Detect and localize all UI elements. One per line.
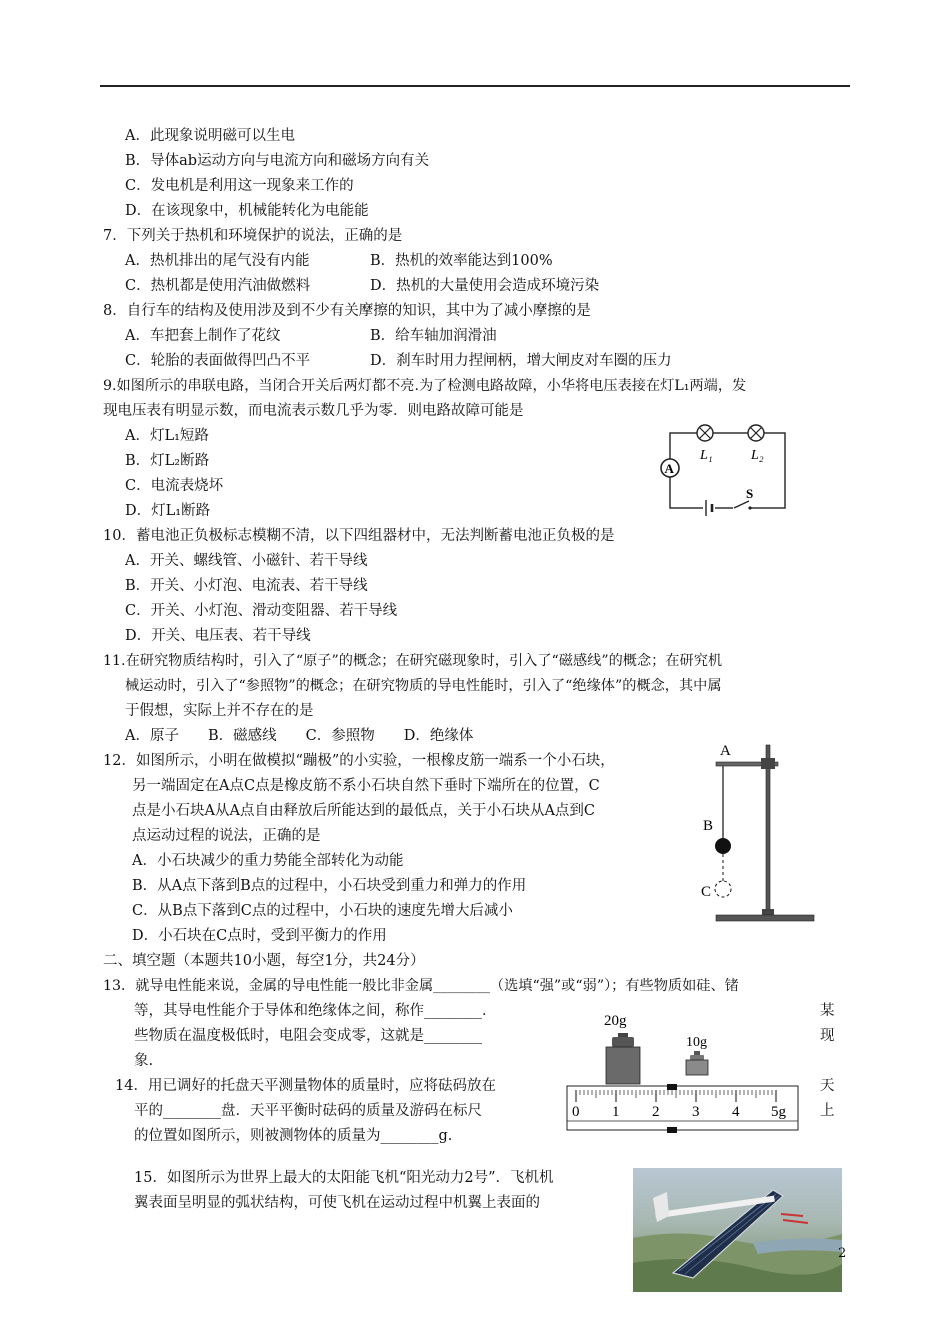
q13-line1: 13．就导电性能来说，金属的导电性能一般比非金属________（选填“强”或“弱”）；有些物质如硅、锗 xyxy=(103,978,739,994)
q9-option-b: B．灯L₂断路 xyxy=(125,453,210,469)
weight-20g-label: 20g xyxy=(604,1013,627,1029)
q9-stem-line1: 9.如图所示的串联电路，当闭合开关后两灯都不亮.为了检测电路故障，小华将电压表接在灯L₁两端，发 xyxy=(103,378,747,394)
q14-line1: 14．用已调好的托盘天平测量物体的质量时，应将砝码放在 xyxy=(115,1078,496,1094)
q10-option-c: C．开关、小灯泡、滑动变阻器、若干导线 xyxy=(125,603,398,619)
q15-line2: 翼表面呈明显的弧状结构，可使飞机在运动过程中机翼上表面的 xyxy=(134,1195,540,1211)
q14-line2: 平的________盘．天平平衡时砝码的质量及游码在标尺 xyxy=(134,1103,482,1119)
q6-option-d: D．在该现象中，机械能转化为电能能 xyxy=(125,203,369,219)
q15-line1: 15．如图所示为世界上最大的太阳能飞机“阳光动力2号”．飞机机 xyxy=(134,1170,554,1186)
q7-option-d: D．热机的大量使用会造成环境污染 xyxy=(370,278,600,294)
point-a-label: A xyxy=(720,743,731,759)
q12-option-c: C．从B点下落到C点的过程中，小石块的速度先增大后减小 xyxy=(132,903,513,919)
q14-line3: 的位置如图所示，则被测物体的质量为________g. xyxy=(134,1128,453,1144)
q8-stem: 8．自行车的结构及使用涉及到不少有关摩擦的知识，其中为了减小摩擦的是 xyxy=(103,303,591,319)
q8-option-d: D．刹车时用力捏闸柄，增大闸皮对车圈的压力 xyxy=(370,353,672,369)
weight-20g-icon xyxy=(606,1033,640,1084)
q6-option-c: C．发电机是利用这一现象来工作的 xyxy=(125,178,354,194)
switch-icon xyxy=(733,486,753,512)
battery-icon xyxy=(703,500,715,516)
q7-option-c: C．热机都是使用汽油做燃料 xyxy=(125,278,311,294)
q11-stem-line2: 械运动时，引入了“参照物”的概念；在研究物质的导电性能时，引入了“绝缘体”的概念，其中属 xyxy=(125,678,722,694)
q13-line4: 象. xyxy=(134,1053,154,1069)
q10-option-d: D．开关、电压表、若干导线 xyxy=(125,628,311,644)
lamp-l1-icon xyxy=(697,425,713,441)
q10-option-a: A．开关、螺线管、小磁针、若干导线 xyxy=(125,553,368,569)
ammeter-label: A xyxy=(664,461,674,476)
scale-tick-label: 2 xyxy=(652,1104,660,1120)
scale-ruler xyxy=(567,1084,798,1133)
q12-stem-line2: 另一端固定在A点C点是橡皮筋不系小石块自然下垂时下端所在的位置，C xyxy=(132,778,600,794)
q14-line1-tail: 天 xyxy=(820,1078,835,1094)
q10-option-b: B．开关、小灯泡、电流表、若干导线 xyxy=(125,578,368,594)
balance-weights-diagram xyxy=(560,1006,805,1136)
bungee-stand-diagram xyxy=(698,738,828,933)
scale-tick-label: 5g xyxy=(771,1104,786,1120)
q13-line2: 等，其导电性能介于导体和绝缘体之间，称作________． xyxy=(134,1003,497,1019)
q12-stem-line1: 12．如图所示，小明在做模拟“蹦极”的小实验，一根橡皮筋一端系一个小石块， xyxy=(103,753,615,769)
q12-stem-line4: 点运动过程的说法，正确的是 xyxy=(132,828,321,844)
q11-stem-line1: 11.在研究物质结构时，引入了“原子”的概念；在研究磁现象时，引入了“磁感线”的概念；在研究机 xyxy=(103,653,723,669)
scale-tick-label: 1 xyxy=(612,1104,620,1120)
stone-icon xyxy=(715,838,731,854)
q7-option-b: B．热机的效率能达到100% xyxy=(370,253,553,269)
circuit-diagram xyxy=(650,420,800,520)
q13-line3: 些物质在温度极低时，电阻会变成零，这就是________ xyxy=(134,1028,482,1044)
q9-stem-line2: 现电压表有明显示数，而电流表示数几乎为零．则电路故障可能是 xyxy=(103,403,524,419)
rider-marker xyxy=(667,1084,677,1090)
q7-option-a: A．热机排出的尾气没有内能 xyxy=(125,253,310,269)
switch-label: S xyxy=(746,486,754,501)
q8-option-b: B．给车轴加润滑油 xyxy=(370,328,497,344)
header-rule xyxy=(100,85,850,87)
scale-tick-label: 3 xyxy=(692,1104,700,1120)
q9-option-c: C．电流表烧坏 xyxy=(125,478,224,494)
q13-line2-tail: 某 xyxy=(820,1003,835,1019)
stone-lowest-icon xyxy=(715,881,731,897)
q12-option-b: B．从A点下落到B点的过程中，小石块受到重力和弹力的作用 xyxy=(132,878,527,894)
q12-option-d: D．小石块在C点时，受到平衡力的作用 xyxy=(132,928,387,944)
lamp-l2-label: L₂ xyxy=(751,448,764,463)
ammeter-icon xyxy=(661,459,679,477)
point-b-label: B xyxy=(703,818,714,834)
weight-10g-label: 10g xyxy=(686,1035,707,1050)
solar-plane-photo xyxy=(633,1168,842,1292)
section-2-heading: 二、填空题（本题共10小题，每空1分，共24分） xyxy=(103,953,425,969)
scale-tick-label: 4 xyxy=(732,1104,740,1120)
lamp-l2-icon xyxy=(748,425,764,441)
weight-10g-icon xyxy=(686,1051,708,1075)
q12-stem-line3: 点是小石块A从A点自由释放后所能达到的最低点，关于小石块从A点到C xyxy=(132,803,596,819)
q9-option-d: D．灯L₁断路 xyxy=(125,503,211,519)
q10-stem: 10．蓄电池正负极标志模糊不清，以下四组器材中，无法判断蓄电池正负极的是 xyxy=(103,528,615,544)
q11-stem-line3: 于假想，实际上并不存在的是 xyxy=(125,703,314,719)
q12-option-a: A．小石块减少的重力势能全部转化为动能 xyxy=(132,853,404,869)
q7-stem: 7．下列关于热机和环境保护的说法，正确的是 xyxy=(103,228,403,244)
rider-marker-bottom xyxy=(667,1127,677,1133)
q9-option-a: A．灯L₁短路 xyxy=(125,428,209,444)
lamp-l1-label: L₁ xyxy=(700,448,713,463)
q6-option-a: A．此现象说明磁可以生电 xyxy=(125,128,295,144)
q13-line3-tail: 现 xyxy=(820,1028,835,1044)
q8-option-c: C．轮胎的表面做得凹凸不平 xyxy=(125,353,311,369)
page-number: 2 xyxy=(838,1246,847,1261)
q14-line2-tail: 上 xyxy=(820,1103,835,1119)
scale-tick-label: 0 xyxy=(572,1104,580,1120)
q11-options: A．原子 B．磁感线 C．参照物 D．绝缘体 xyxy=(125,728,474,744)
q8-option-a: A．车把套上制作了花纹 xyxy=(125,328,281,344)
point-c-label: C xyxy=(701,884,712,900)
q6-option-b: B．导体ab运动方向与电流方向和磁场方向有关 xyxy=(125,153,430,169)
